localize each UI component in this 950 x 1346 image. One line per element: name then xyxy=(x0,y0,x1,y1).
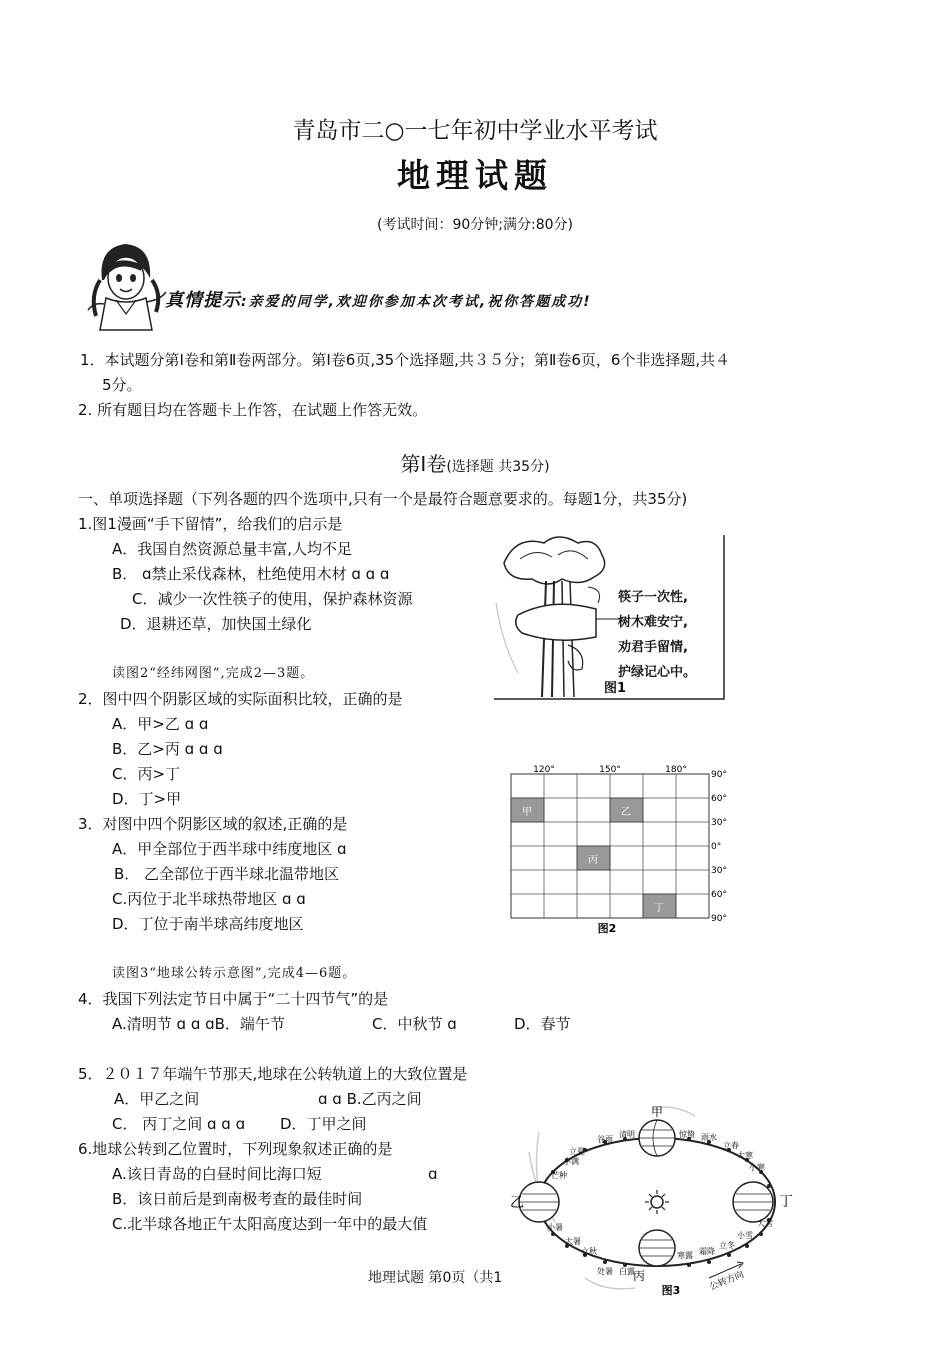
lat-30s: 30° xyxy=(711,866,727,876)
question-2-stem: 2．图中四个阴影区域的实际面积比较，正确的是 xyxy=(78,690,403,708)
q1-option-c: C．减少一次性筷子的使用，保护森林资源 xyxy=(132,590,413,608)
prompt-q4-6: 读图3“地球公转示意图”,完成4—6题。 xyxy=(112,966,357,981)
term-guyu: 谷雨 xyxy=(597,1135,613,1144)
earth-bing-icon xyxy=(639,1230,675,1266)
question-3-stem: 3．对图中四个阴影区域的叙述,正确的是 xyxy=(78,815,348,833)
term-xiaohan: 小寒 xyxy=(749,1163,765,1172)
figure-2-caption: 图2 xyxy=(597,922,617,935)
term-xiaoman: 小满 xyxy=(563,1157,579,1166)
section-title: 第Ⅰ卷 xyxy=(400,452,447,476)
instruction-2: 2. 所有题目均在答题卡上作答，在试题上作答无效。 xyxy=(78,401,428,419)
q3-option-a: A．甲全部位于西半球中纬度地区 ɑ xyxy=(112,840,347,858)
term-lidong: 立冬 xyxy=(719,1241,735,1250)
lat-90s: 90° xyxy=(711,914,727,924)
lat-60s: 60° xyxy=(711,890,727,900)
orbit-direction-label: 公转方向 xyxy=(708,1270,746,1293)
poem-line-2: 树木难安宁, xyxy=(618,615,688,630)
earth-jia-icon xyxy=(639,1120,675,1156)
question-1-stem: 1.图1漫画“手下留情”，给我们的启示是 xyxy=(78,515,343,533)
pos-ding: 丁 xyxy=(779,1194,793,1210)
figure-3-orbit xyxy=(505,1102,805,1302)
section-instruction: 一、单项选择题（下列各题的四个选项中,只有一个是最符合题意要求的。每题1分，共35分) xyxy=(78,490,688,508)
q5-option-a: A．甲乙之间 xyxy=(114,1090,200,1108)
q3-option-b: B． 乙全部位于西半球北温带地区 xyxy=(114,865,340,883)
term-lixia: 立夏 xyxy=(569,1147,585,1156)
q6-option-b: B．该日前后是到南极考查的最佳时间 xyxy=(112,1190,363,1208)
q3-option-d: D．丁位于南半球高纬度地区 xyxy=(112,915,304,933)
poem-line-1: 筷子一次性, xyxy=(618,590,688,605)
label-bing: 丙 xyxy=(588,855,598,866)
label-jia: 甲 xyxy=(522,807,532,818)
earth-ding-icon xyxy=(733,1182,773,1222)
exam-info: (考试时间：90分钟;满分:80分) xyxy=(377,217,573,233)
earth-yi-icon xyxy=(519,1182,559,1222)
q3-option-c: C.丙位于北半球热带地区 ɑ ɑ xyxy=(112,890,306,908)
q6-option-a-mark: ɑ xyxy=(428,1165,438,1183)
tip-line xyxy=(165,286,592,312)
sun-icon xyxy=(645,1190,669,1214)
tip-message: :亲爱的同学,欢迎你参加本次考试,祝你答题成功! xyxy=(241,294,592,310)
pos-yi: 乙 xyxy=(510,1195,524,1211)
term-dahan: 大寒 xyxy=(737,1151,753,1160)
term-jingzhe: 惊蛰 xyxy=(679,1130,695,1139)
q1-option-d: D．退耕还草，加快国土绿化 xyxy=(120,615,312,633)
lon-180: 180° xyxy=(665,765,687,775)
lat-90n: 90° xyxy=(711,770,727,780)
term-xiaoshu: 小暑 xyxy=(547,1223,563,1232)
label-ding: 丁 xyxy=(654,903,664,914)
instruction-1-cont: 5分。 xyxy=(102,376,142,394)
prompt-q2-3: 读图2“经纬网图”,完成2—3题。 xyxy=(112,666,315,681)
q4-option-a-b: A.清明节 ɑ ɑ ɑB．端午节 xyxy=(112,1015,285,1033)
pos-jia: 甲 xyxy=(650,1105,664,1119)
poem-line-4: 护绿记心中。 xyxy=(618,665,697,680)
tip-label: 真情提示 xyxy=(165,290,241,311)
term-mangzhong: 芒种 xyxy=(551,1171,567,1180)
question-5-stem: 5．２０１７年端午节那天,地球在公转轨道上的大致位置是 xyxy=(78,1065,468,1083)
term-dashu: 大暑 xyxy=(565,1237,581,1246)
q4-option-c: C．中秋节 ɑ xyxy=(372,1015,457,1033)
term-xiaoxue: 小雪 xyxy=(737,1231,753,1240)
figure-2-grid xyxy=(505,760,745,940)
lat-60n: 60° xyxy=(711,794,727,804)
q5-option-c: C． 丙丁之间 ɑ ɑ ɑ xyxy=(112,1115,246,1133)
q2-option-c: C．丙>丁 xyxy=(112,765,181,783)
subject-title: 地理试题 xyxy=(397,156,553,195)
figure-1-poem xyxy=(618,585,726,685)
q6-option-c: C.北半球各地正午太阳高度达到一年中的最大值 xyxy=(112,1215,428,1233)
term-hanlu: 寒露 xyxy=(677,1251,693,1260)
lon-120: 120° xyxy=(533,765,555,775)
term-liqiu: 立秋 xyxy=(581,1247,597,1256)
question-4-stem: 4．我国下列法定节日中属于“二十四节气”的是 xyxy=(78,990,389,1008)
q1-option-b: B． ɑ禁止采伐森林，杜绝使用木材 ɑ ɑ ɑ xyxy=(112,565,390,583)
term-bailu: 白露 xyxy=(619,1267,635,1276)
label-yi: 乙 xyxy=(621,807,631,818)
q5-option-b: ɑ ɑ B.乙丙之间 xyxy=(318,1090,422,1108)
term-daxue: 大雪 xyxy=(757,1219,773,1228)
figure-3-caption: 图3 xyxy=(661,1284,681,1297)
lat-30n: 30° xyxy=(711,818,727,828)
figure-1-caption: 图1 xyxy=(604,681,627,696)
term-yushui: 雨水 xyxy=(701,1133,717,1142)
figure-1 xyxy=(492,533,732,701)
q1-option-a: A．我国自然资源总量丰富,人均不足 xyxy=(112,540,353,558)
lon-150: 150° xyxy=(599,765,621,775)
q4-option-d: D．春节 xyxy=(514,1015,571,1033)
section-heading xyxy=(0,448,950,477)
page-footer: 地理试题 第0页（共1 xyxy=(368,1270,503,1286)
section-subtitle: (选择题 共35分) xyxy=(446,459,550,475)
term-lichun: 立春 xyxy=(723,1141,739,1150)
exam-title: 青岛市二○一七年初中学业水平考试 xyxy=(292,118,658,144)
poem-line-3: 劝君手留情, xyxy=(618,640,688,655)
term-shuangjiang: 霜降 xyxy=(699,1247,715,1256)
q5-option-d: D．丁甲之间 xyxy=(280,1115,367,1133)
q2-option-d: D．丁>甲 xyxy=(112,790,182,808)
q6-option-a: A.该日青岛的白昼时间比海口短 xyxy=(112,1165,322,1183)
q2-option-a: A．甲>乙 ɑ ɑ xyxy=(112,715,209,733)
lat-0: 0° xyxy=(711,842,722,852)
q2-option-b: B．乙>丙 ɑ ɑ ɑ xyxy=(112,740,223,758)
question-6-stem: 6.地球公转到乙位置时，下列现象叙述正确的是 xyxy=(78,1140,393,1158)
pos-bing: 丙 xyxy=(632,1269,646,1283)
term-chushu: 处暑 xyxy=(597,1267,613,1276)
instruction-1: 1．本试题分第Ⅰ卷和第Ⅱ卷两部分。第Ⅰ卷6页,35个选择题,共３５分；第Ⅱ卷6页，6个非选择题,共４ xyxy=(80,351,731,369)
term-qingming: 清明 xyxy=(619,1130,635,1139)
